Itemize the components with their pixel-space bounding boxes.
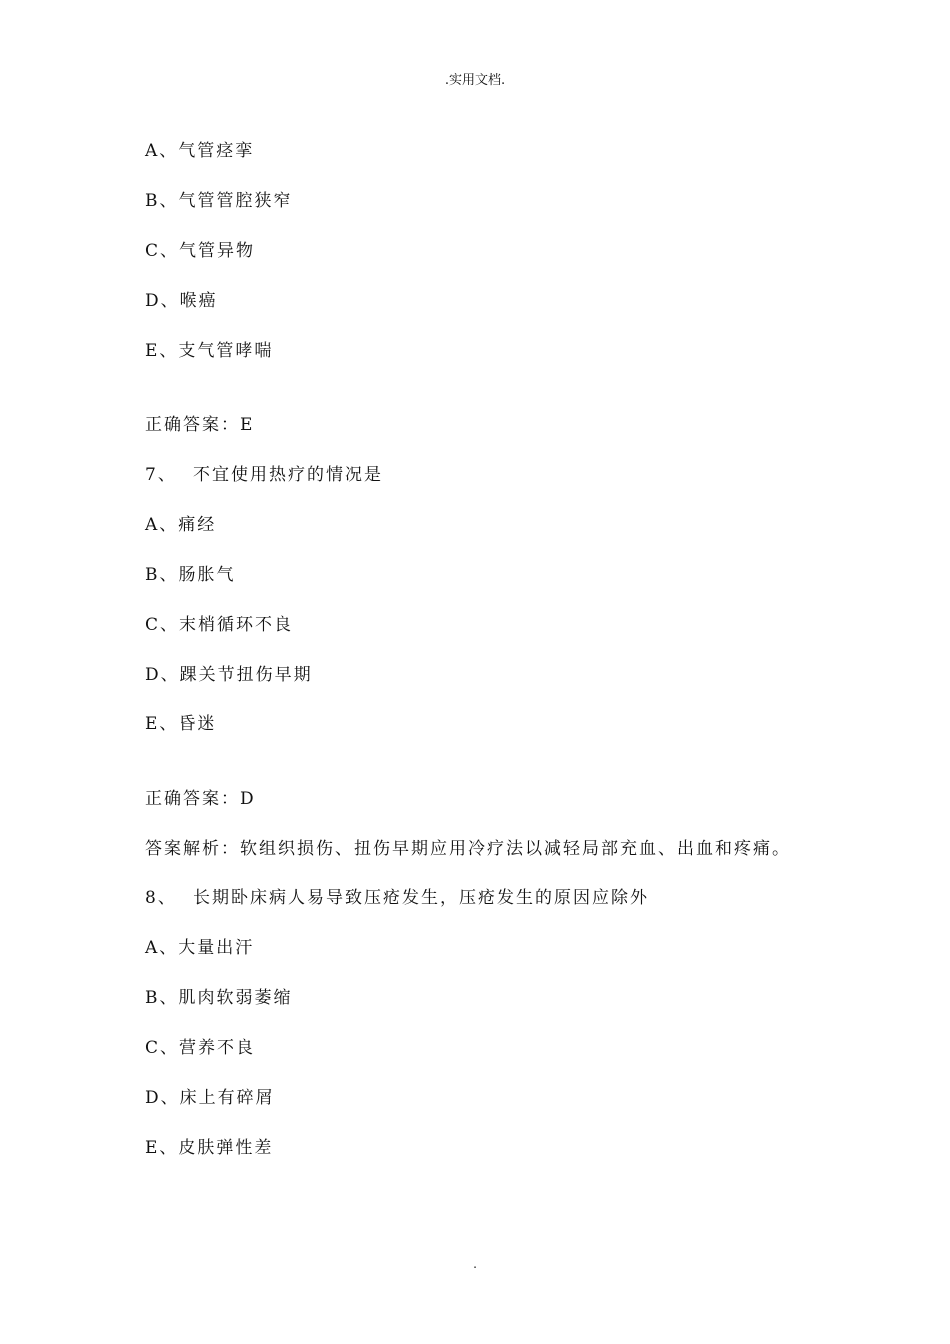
q7-option-b: B、肠胀气: [145, 565, 236, 585]
page-header: .实用文档.: [444, 73, 506, 88]
q8-number: 8、: [145, 888, 177, 908]
q7-option-a: A、痛经: [145, 515, 217, 535]
q7-number: 7、: [145, 465, 177, 485]
q6-option-e: E、支气管哮喘: [145, 341, 274, 361]
q6-option-c: C、气管异物: [145, 241, 256, 261]
q8-option-c: C、营养不良: [145, 1038, 256, 1058]
page-footer: .: [473, 1257, 477, 1271]
q6-option-b: B、气管管腔狭窄: [145, 191, 293, 211]
q7-option-e: E、昏迷: [145, 714, 217, 734]
q8-option-a: A、大量出汗: [145, 938, 255, 958]
q7-option-c: C、末梢循环不良: [145, 615, 294, 635]
q7-explanation: 答案解析：软组织损伤、扭伤早期应用冷疗法以减轻局部充血、出血和疼痛。: [145, 839, 791, 859]
q8-question: [145, 886, 649, 910]
q8-option-b: B、肌肉软弱萎缩: [145, 988, 293, 1008]
q7-question: [145, 463, 383, 487]
q8-question-text: 长期卧床病人易导致压疮发生，压疮发生的原因应除外: [193, 888, 649, 908]
q7-option-d: D、踝关节扭伤早期: [145, 665, 313, 685]
q7-question-text: 不宜使用热疗的情况是: [193, 465, 383, 485]
q8-option-e: E、皮肤弹性差: [145, 1138, 274, 1158]
q7-answer: 正确答案：D: [145, 789, 256, 809]
q8-option-d: D、床上有碎屑: [145, 1088, 275, 1108]
q6-option-d: D、喉癌: [145, 291, 218, 311]
q6-option-a: A、气管痉挛: [145, 141, 255, 161]
q6-answer: 正确答案：E: [145, 415, 255, 435]
